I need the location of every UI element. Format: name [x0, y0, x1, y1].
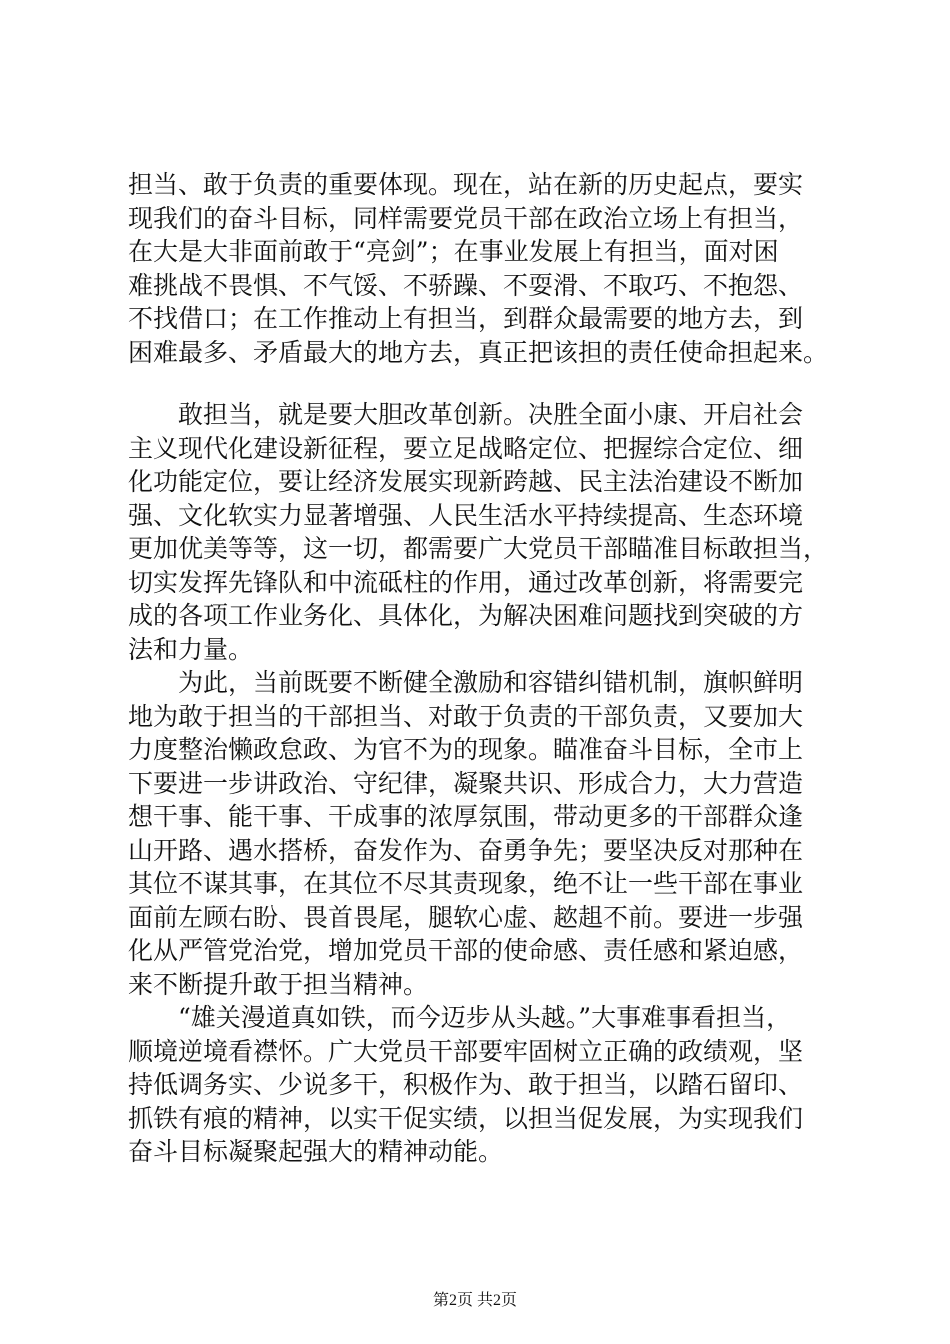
text-line: 化功能定位，要让经济发展实现新跨越、民主法治建设不断加: [128, 467, 804, 496]
text-line: 顺境逆境看襟怀。广大党员干部要牢固树立正确的政绩观，坚: [128, 1037, 804, 1066]
text-line: 在大是大非面前敢于“亮剑”；在事业发展上有担当，面对困: [128, 237, 779, 266]
text-line: 力度整治懒政怠政、为官不为的现象。瞄准奋斗目标，全市上: [128, 735, 804, 764]
text-line: 现我们的奋斗目标，同样需要党员干部在政治立场上有担当，: [128, 204, 804, 233]
text-line: 化从严管党治党，增加党员干部的使命感、责任感和紧迫感，: [128, 936, 804, 965]
page-indicator: 第2页 共2页: [432, 1292, 517, 1309]
text-line: 困难最多、矛盾最大的地方去，真正把该担的责任使命担起来。: [128, 338, 829, 367]
text-line: 下要进一步讲政治、守纪律，凝聚共识、形成合力，大力营造: [128, 769, 804, 798]
text-line: 成的各项工作业务化、具体化，为解决困难问题找到突破的方: [128, 601, 804, 630]
text-line: 切实发挥先锋队和中流砥柱的作用，通过改革创新，将需要完: [128, 568, 804, 597]
text-line: 其位不谋其事，在其位不尽其责现象，绝不让一些干部在事业: [128, 869, 804, 898]
paragraph-start-line: “雄关漫道真如铁，而今迈步从头越。”大事难事看担当，: [128, 1003, 792, 1032]
text-line: 奋斗目标凝聚起强大的精神动能。: [128, 1137, 504, 1166]
text-line: 来不断提升敢于担当精神。: [128, 970, 429, 999]
text-line: 主义现代化建设新征程，要立足战略定位、把握综合定位、细: [128, 434, 804, 463]
text-line: 地为敢于担当的干部担当、对敢于负责的干部负责，又要加大: [128, 702, 804, 731]
text-line: 更加优美等等，这一切，都需要广大党员干部瞄准目标敢担当，: [128, 534, 829, 563]
page-footer: [0, 1290, 950, 1312]
text-line: 持低调务实、少说多干，积极作为、敢于担当，以踏石留印、: [128, 1070, 804, 1099]
text-line: 法和力量。: [128, 635, 254, 664]
text-line: 强、文化软实力显著增强、人民生活水平持续提高、生态环境: [128, 501, 804, 530]
text-line: 想干事、能干事、干成事的浓厚氛围，带动更多的干部群众逢: [128, 802, 804, 831]
text-line: 难挑战不畏惧、不气馁、不骄躁、不耍滑、不取巧、不抱怨、: [128, 271, 804, 300]
text-line: 不找借口；在工作推动上有担当，到群众最需要的地方去，到: [128, 304, 804, 333]
text-line: 面前左顾右盼、畏首畏尾，腿软心虚、趑趄不前。要进一步强: [128, 903, 804, 932]
text-line: 抓铁有痕的精神，以实干促实绩，以担当促发展，为实现我们: [128, 1104, 804, 1133]
paragraph-start-line: 敢担当，就是要大胆改革创新。决胜全面小康、开启社会: [128, 400, 804, 429]
text-line: 山开路、遇水搭桥，奋发作为、奋勇争先；要坚决反对那种在: [128, 836, 804, 865]
text-line: 担当、敢于负责的重要体现。现在，站在新的历史起点，要实: [128, 170, 804, 199]
paragraph-start-line: 为此，当前既要不断健全激励和容错纠错机制，旗帜鲜明: [128, 668, 804, 697]
